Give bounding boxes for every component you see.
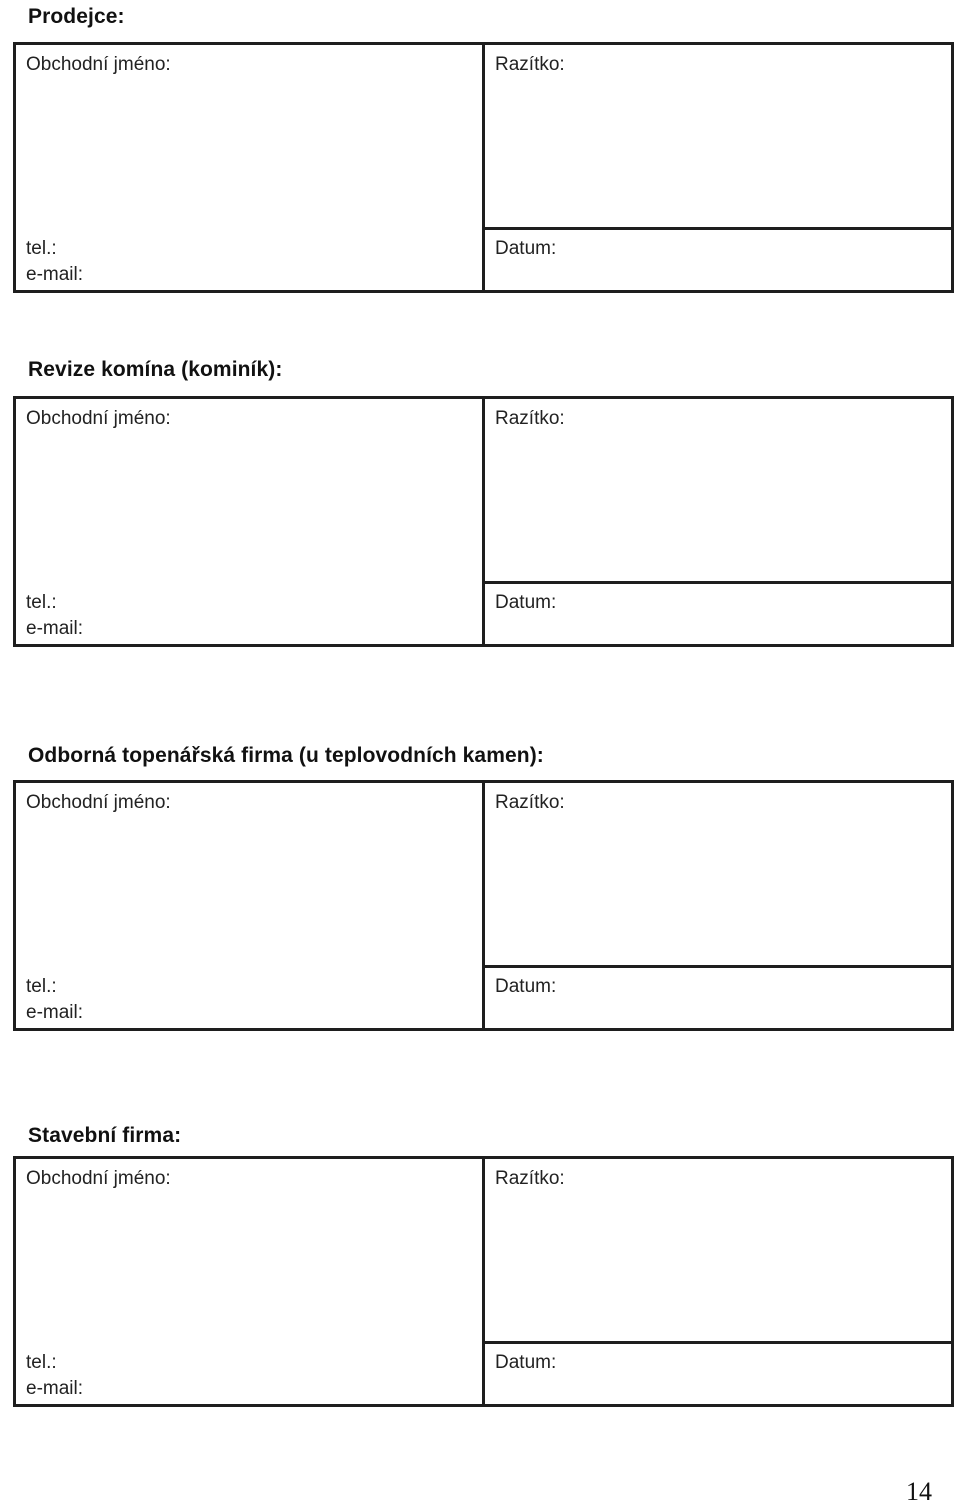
phone-label: tel.: xyxy=(26,238,57,259)
seller-form-box xyxy=(13,42,954,293)
business-name-label: Obchodní jméno: xyxy=(26,792,171,813)
page-number: 14 xyxy=(906,1477,932,1506)
column-divider xyxy=(482,783,485,1028)
section-title-construction-company: Stavební firma: xyxy=(28,1124,182,1147)
date-label: Datum: xyxy=(495,592,557,613)
stamp-date-divider xyxy=(485,227,951,230)
email-label: e-mail: xyxy=(26,1002,84,1023)
email-label: e-mail: xyxy=(26,1378,84,1399)
stamp-label: Razítko: xyxy=(495,408,565,429)
business-name-label: Obchodní jméno: xyxy=(26,1168,171,1189)
stamp-date-divider xyxy=(485,965,951,968)
email-label: e-mail: xyxy=(26,618,84,639)
stamp-label: Razítko: xyxy=(495,792,565,813)
heating-company-form-box xyxy=(13,780,954,1031)
phone-label: tel.: xyxy=(26,1352,57,1373)
section-title-chimney-inspection: Revize komína (kominík): xyxy=(28,358,283,381)
stamp-date-divider xyxy=(485,1341,951,1344)
phone-label: tel.: xyxy=(26,976,57,997)
date-label: Datum: xyxy=(495,1352,557,1373)
column-divider xyxy=(482,45,485,290)
phone-label: tel.: xyxy=(26,592,57,613)
column-divider xyxy=(482,399,485,644)
business-name-label: Obchodní jméno: xyxy=(26,54,171,75)
stamp-date-divider xyxy=(485,581,951,584)
section-title-seller: Prodejce: xyxy=(28,5,125,28)
date-label: Datum: xyxy=(495,238,557,259)
construction-company-form-box xyxy=(13,1156,954,1407)
column-divider xyxy=(482,1159,485,1404)
chimney-inspection-form-box xyxy=(13,396,954,647)
stamp-label: Razítko: xyxy=(495,1168,565,1189)
business-name-label: Obchodní jméno: xyxy=(26,408,171,429)
section-title-heating-company: Odborná topenářská firma (u teplovodních kamen): xyxy=(28,744,544,767)
stamp-label: Razítko: xyxy=(495,54,565,75)
date-label: Datum: xyxy=(495,976,557,997)
email-label: e-mail: xyxy=(26,264,84,285)
